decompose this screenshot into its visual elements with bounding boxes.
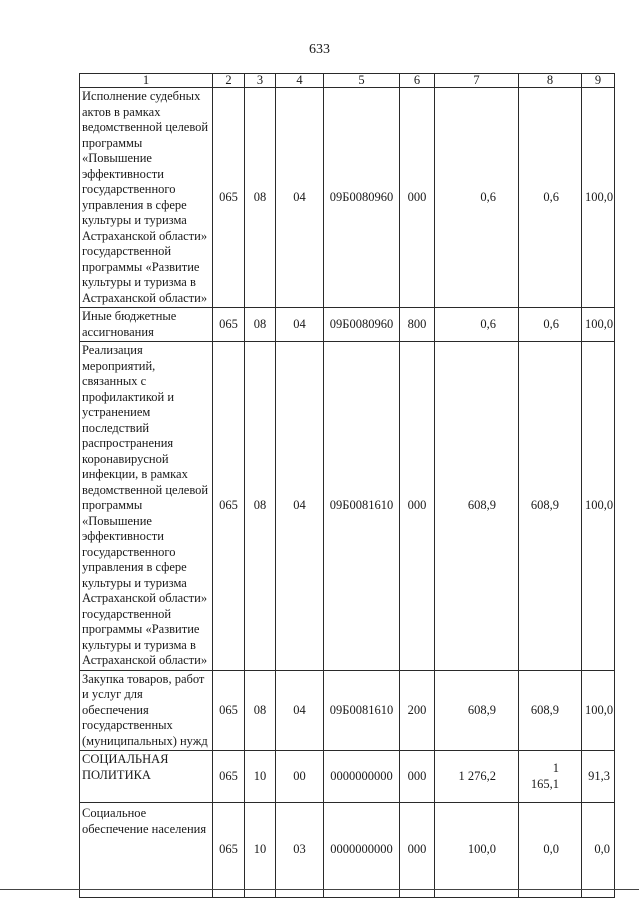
plan-value: 100,0 [435, 803, 519, 898]
table-row [80, 342, 615, 671]
section-code: 10 [245, 803, 276, 898]
col-header: 5 [324, 74, 400, 88]
subsection-code: 04 [276, 88, 324, 308]
row-name: СОЦИАЛЬНАЯ ПОЛИТИКА [80, 751, 213, 803]
section-code: 08 [245, 88, 276, 308]
subsection-code: 04 [276, 308, 324, 342]
percent-value: 0,0 [582, 803, 615, 898]
subsection-code: 04 [276, 670, 324, 751]
grbs-code: 065 [213, 88, 245, 308]
col-header: 6 [400, 74, 435, 88]
row-name: Исполнение судебных актов в рамках ведомственной целевой программы «Повышение эффективности государственного управления в сфере культуры и туризма Астраханской области» государственной программы «Развитие культуры и туризма в Астраханской области» [80, 88, 213, 308]
percent-value: 100,0 [582, 308, 615, 342]
col-header: 7 [435, 74, 519, 88]
percent-value: 91,3 [582, 751, 615, 803]
grbs-code: 065 [213, 751, 245, 803]
subsection-code: 04 [276, 342, 324, 671]
col-header: 9 [582, 74, 615, 88]
row-name: Реализация мероприятий, связанных с профилактикой и устранением последствий распространения коронавирусной инфекции, в рамках ведомственной целевой программы «Повышение эффективности государственного управления в сфере культуры и туризма Астраханской области» государственной программы «Развитие культуры и туризма в Астраханской области» [80, 342, 213, 671]
target-code: 0000000000 [324, 803, 400, 898]
col-header: 8 [519, 74, 582, 88]
percent-value: 100,0 [582, 342, 615, 671]
section-code: 10 [245, 751, 276, 803]
actual-value: 608,9 [519, 670, 582, 751]
actual-value: 0,6 [519, 88, 582, 308]
expense-type-code: 000 [400, 803, 435, 898]
plan-value: 608,9 [435, 342, 519, 671]
row-name: Иные бюджетные ассигнования [80, 308, 213, 342]
col-header: 3 [245, 74, 276, 88]
target-code: 0000000000 [324, 751, 400, 803]
section-code: 08 [245, 342, 276, 671]
actual-value: 0,6 [519, 308, 582, 342]
expense-type-code: 000 [400, 751, 435, 803]
plan-value: 608,9 [435, 670, 519, 751]
grbs-code: 065 [213, 670, 245, 751]
actual-value: 608,9 [519, 342, 582, 671]
plan-value: 0,6 [435, 308, 519, 342]
table-row [80, 803, 615, 898]
section-code: 08 [245, 670, 276, 751]
table-row [80, 88, 615, 308]
actual-value: 0,0 [519, 803, 582, 898]
grbs-code: 065 [213, 803, 245, 898]
expense-type-code: 000 [400, 88, 435, 308]
target-code: 09Б0080960 [324, 308, 400, 342]
subsection-code: 00 [276, 751, 324, 803]
plan-value: 1 276,2 [435, 751, 519, 803]
plan-value: 0,6 [435, 88, 519, 308]
target-code: 09Б0081610 [324, 342, 400, 671]
budget-table [79, 73, 615, 898]
subsection-code: 03 [276, 803, 324, 898]
page-bottom-divider [0, 889, 639, 890]
col-header: 4 [276, 74, 324, 88]
target-code: 09Б0080960 [324, 88, 400, 308]
section-code: 08 [245, 308, 276, 342]
header-row [80, 74, 615, 88]
percent-value: 100,0 [582, 88, 615, 308]
col-header: 1 [80, 74, 213, 88]
table-row [80, 670, 615, 751]
table-row [80, 308, 615, 342]
expense-type-code: 200 [400, 670, 435, 751]
grbs-code: 065 [213, 308, 245, 342]
page-number: 633 [309, 42, 330, 57]
expense-type-code: 000 [400, 342, 435, 671]
actual-value: 1 165,1 [519, 751, 582, 803]
target-code: 09Б0081610 [324, 670, 400, 751]
percent-value: 100,0 [582, 670, 615, 751]
table-row [80, 751, 615, 803]
row-name: Социальное обеспечение населения [80, 803, 213, 898]
expense-type-code: 800 [400, 308, 435, 342]
row-name: Закупка товаров, работ и услуг для обеспечения государственных (муниципальных) нужд [80, 670, 213, 751]
col-header: 2 [213, 74, 245, 88]
grbs-code: 065 [213, 342, 245, 671]
